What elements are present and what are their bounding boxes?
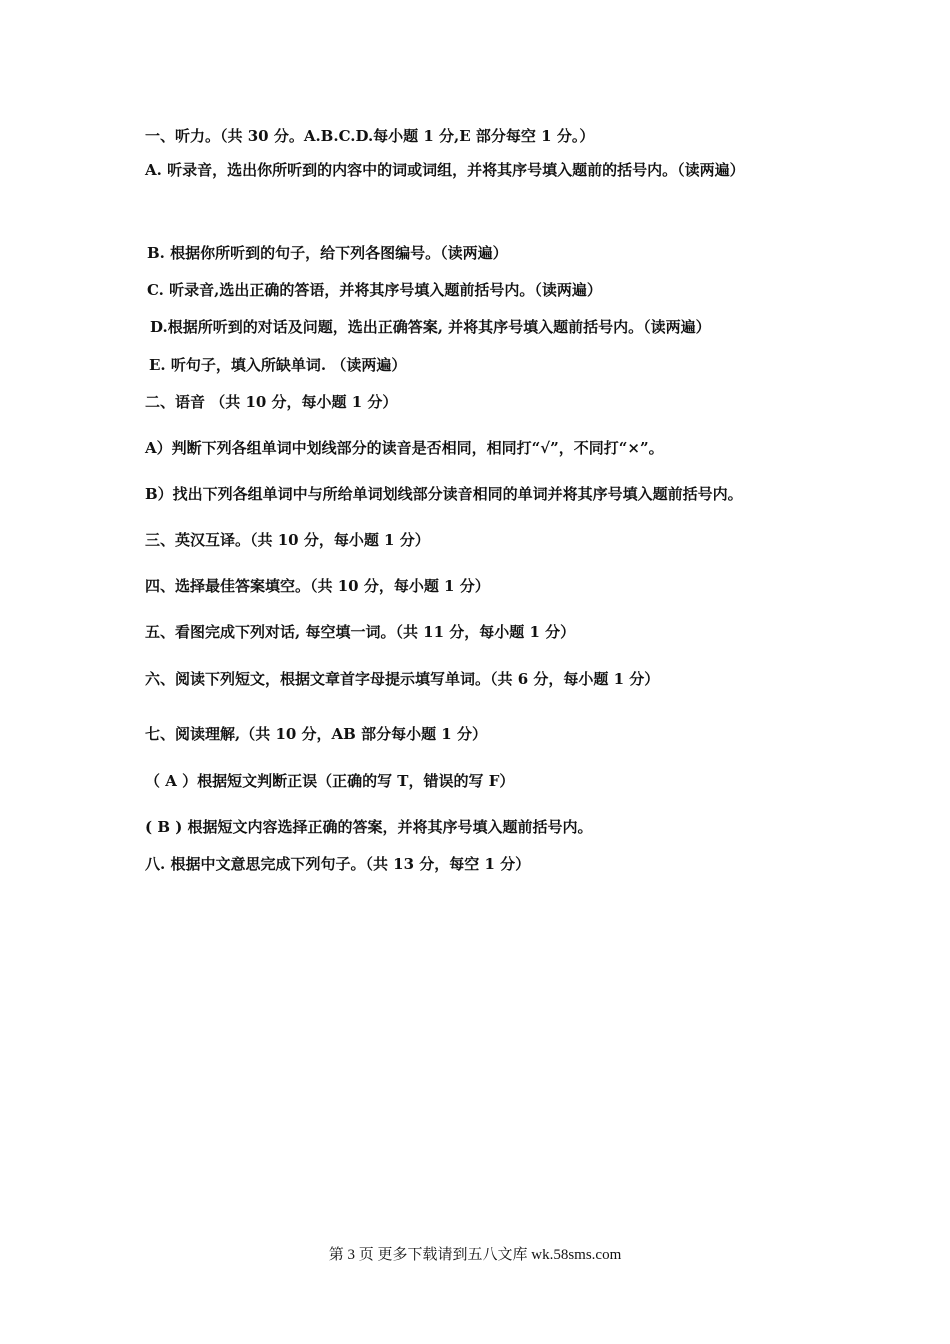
section-2a-instruction: A）判断下列各组单词中划线部分的读音是否相同，相同打“√”，不同打“×”。 — [145, 439, 664, 457]
section-1e-instruction: E. 听句子，填入所缺单词. （读两遍） — [149, 356, 407, 374]
section-1b-instruction: B. 根据你所听到的句子，给下列各图编号。（读两遍） — [147, 244, 508, 262]
section-1a-instruction: A. 听录音，选出你所听到的内容中的词或词组，并将其序号填入题前的括号内。（读两遍） — [145, 161, 745, 179]
section-4-heading: 四、选择最佳答案填空。（共 10 分，每小题 1 分） — [145, 577, 490, 595]
section-2-heading: 二、语音 （共 10 分，每小题 1 分） — [145, 393, 398, 411]
section-2b-instruction: B）找出下列各组单词中与所给单词划线部分读音相同的单词并将其序号填入题前括号内。 — [145, 485, 743, 503]
section-6-heading: 六、阅读下列短文，根据文章首字母提示填写单词。（共 6 分，每小题 1 分） — [145, 670, 660, 688]
section-7a-instruction: （ A ）根据短文判断正误（正确的写 T，错误的写 F） — [145, 772, 515, 790]
section-3-heading: 三、英汉互译。（共 10 分，每小题 1 分） — [145, 531, 430, 549]
section-1-heading: 一、听力。（共 30 分。A.B.C.D.每小题 1 分,E 部分每空 1 分。） — [145, 127, 595, 145]
section-1d-instruction: D.根据所听到的对话及问题，选出正确答案, 并将其序号填入题前括号内。（读两遍） — [150, 318, 711, 336]
section-8-heading: 八. 根据中文意思完成下列句子。（共 13 分，每空 1 分） — [145, 855, 531, 873]
page-footer: 第 3 页 更多下载请到五八文库 wk.58sms.com — [328, 1247, 622, 1263]
section-7b-instruction: ( B ) 根据短文内容选择正确的答案，并将其序号填入题前括号内。 — [145, 818, 593, 836]
section-1c-instruction: C. 听录音,选出正确的答语，并将其序号填入题前括号内。（读两遍） — [147, 281, 602, 299]
section-7-heading: 七、阅读理解,（共 10 分，AB 部分每小题 1 分） — [145, 725, 487, 743]
section-5-heading: 五、看图完成下列对话, 每空填一词。（共 11 分，每小题 1 分） — [145, 623, 576, 641]
